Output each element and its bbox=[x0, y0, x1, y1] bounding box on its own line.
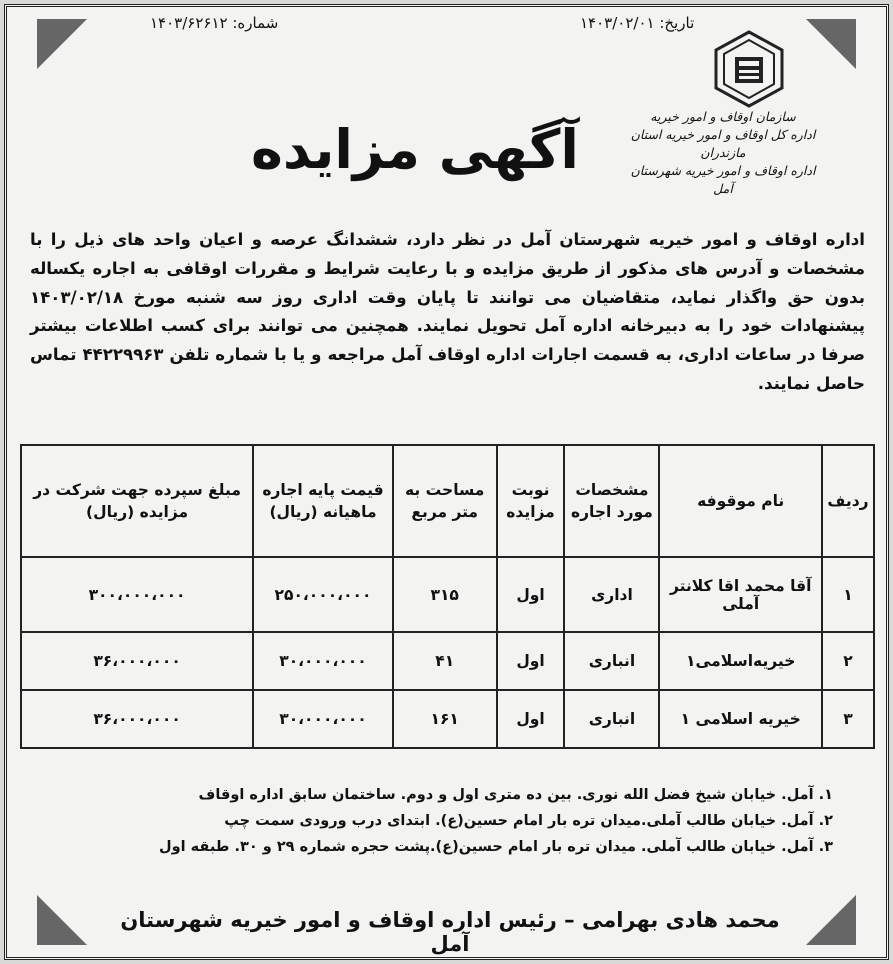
corner-ornament-bottom-left bbox=[37, 895, 87, 945]
table-row bbox=[21, 557, 874, 632]
page-title: آگهی مزایده bbox=[251, 118, 579, 181]
header-row-number: ردیف bbox=[822, 445, 874, 557]
auction-table bbox=[20, 444, 875, 749]
number-label: شماره: bbox=[232, 14, 279, 32]
header-property-name: نام موقوفه bbox=[659, 445, 822, 557]
table-header-row bbox=[21, 445, 874, 557]
cell-lease-type: اداری bbox=[564, 557, 659, 632]
cell-row-number: ۱ bbox=[822, 557, 874, 632]
cell-row-number: ۳ bbox=[822, 690, 874, 748]
cell-property-name: خیریه اسلامی ۱ bbox=[659, 690, 822, 748]
organization-name bbox=[623, 108, 823, 198]
date-label: تاریخ: bbox=[659, 14, 695, 32]
table-row bbox=[21, 690, 874, 748]
address-item: ۳. آمل. خیابان طالب آملی. میدان تره بار امام حسین(ع).پشت حجره شماره ۲۹ و ۳۰. طبقه اول bbox=[159, 839, 833, 855]
corner-ornament-bottom-right bbox=[806, 895, 856, 945]
address-list bbox=[53, 782, 833, 860]
awqaf-logo-icon bbox=[710, 30, 788, 108]
notice-body: اداره اوقاف و امور خیریه شهرستان آمل در نظر دارد، ششدانگ عرصه و اعیان واحد های ذیل را با مشخصات و آدرس های مذکور از طریق مزایده و با رعایت شرایط و مقررات اوقافی به اجاره یکساله بدون حق واگذار نماید، متقاضیان می توانند تا پایان وقت اداری روز سه شنبه مورخ ۱۴۰۳/۰۲/۱۸ پیشنهادات خود را به دبیرخانه اداره آمل تحویل نمایند. همچنین می توانند برای کسب اطلاعات بیشتر صرفا در ساعات اداری، به قسمت اجارات اداره اوقاف آمل مراجعه و یا با شماره تلفن ۴۴۲۲۹۹۶۳ تماس حاصل نمایند. bbox=[30, 230, 865, 393]
org-line-2: اداره کل اوقاف و امور خیریه استان مازندران bbox=[630, 127, 816, 160]
address-item: ۲. آمل. خیابان طالب آملی.میدان تره بار امام حسین(ع). ابتدای درب ورودی سمت چپ bbox=[224, 813, 833, 829]
org-line-1: سازمان اوقاف و امور خیریه bbox=[650, 109, 796, 124]
org-line-3: اداره اوقاف و امور خیریه شهرستان آمل bbox=[630, 163, 816, 196]
cell-auction-round: اول bbox=[497, 690, 565, 748]
signature-line: محمد هادی بهرامی – رئیس اداره اوقاف و امور خیریه شهرستان آمل bbox=[120, 908, 780, 956]
notice-date bbox=[580, 14, 694, 32]
cell-base-rent: ۳۰،۰۰۰،۰۰۰ bbox=[253, 632, 393, 690]
cell-lease-type: انباری bbox=[564, 690, 659, 748]
number-value: ۱۴۰۳/۶۲۶۱۲ bbox=[150, 14, 228, 32]
header-auction-round: نوبت مزایده bbox=[497, 445, 565, 557]
header-area: مساحت به متر مربع bbox=[393, 445, 497, 557]
cell-deposit: ۳۶،۰۰۰،۰۰۰ bbox=[21, 632, 253, 690]
cell-area: ۱۶۱ bbox=[393, 690, 497, 748]
cell-base-rent: ۳۰،۰۰۰،۰۰۰ bbox=[253, 690, 393, 748]
cell-deposit: ۳۶،۰۰۰،۰۰۰ bbox=[21, 690, 253, 748]
cell-property-name: آقا محمد اقا کلانتر آملی bbox=[659, 557, 822, 632]
cell-deposit: ۳۰۰،۰۰۰،۰۰۰ bbox=[21, 557, 253, 632]
header-deposit: مبلغ سپرده جهت شرکت در مزایده (ریال) bbox=[21, 445, 253, 557]
cell-row-number: ۲ bbox=[822, 632, 874, 690]
cell-property-name: خیریه‌اسلامی۱ bbox=[659, 632, 822, 690]
corner-ornament-top-right bbox=[806, 19, 856, 69]
corner-ornament-top-left bbox=[37, 19, 87, 69]
cell-lease-type: انباری bbox=[564, 632, 659, 690]
cell-base-rent: ۲۵۰،۰۰۰،۰۰۰ bbox=[253, 557, 393, 632]
cell-area: ۴۱ bbox=[393, 632, 497, 690]
address-item: ۱. آمل. خیابان شیخ فضل الله نوری. بین ده متری اول و دوم. ساختمان سابق اداره اوقاف bbox=[198, 787, 833, 803]
cell-area: ۳۱۵ bbox=[393, 557, 497, 632]
header-base-rent: قیمت پایه اجاره ماهیانه (ریال) bbox=[253, 445, 393, 557]
table-row bbox=[21, 632, 874, 690]
cell-auction-round: اول bbox=[497, 557, 565, 632]
cell-auction-round: اول bbox=[497, 632, 565, 690]
date-value: ۱۴۰۳/۰۲/۰۱ bbox=[580, 14, 655, 32]
header-lease-type: مشخصات مورد اجاره bbox=[564, 445, 659, 557]
notice-number bbox=[150, 14, 278, 32]
